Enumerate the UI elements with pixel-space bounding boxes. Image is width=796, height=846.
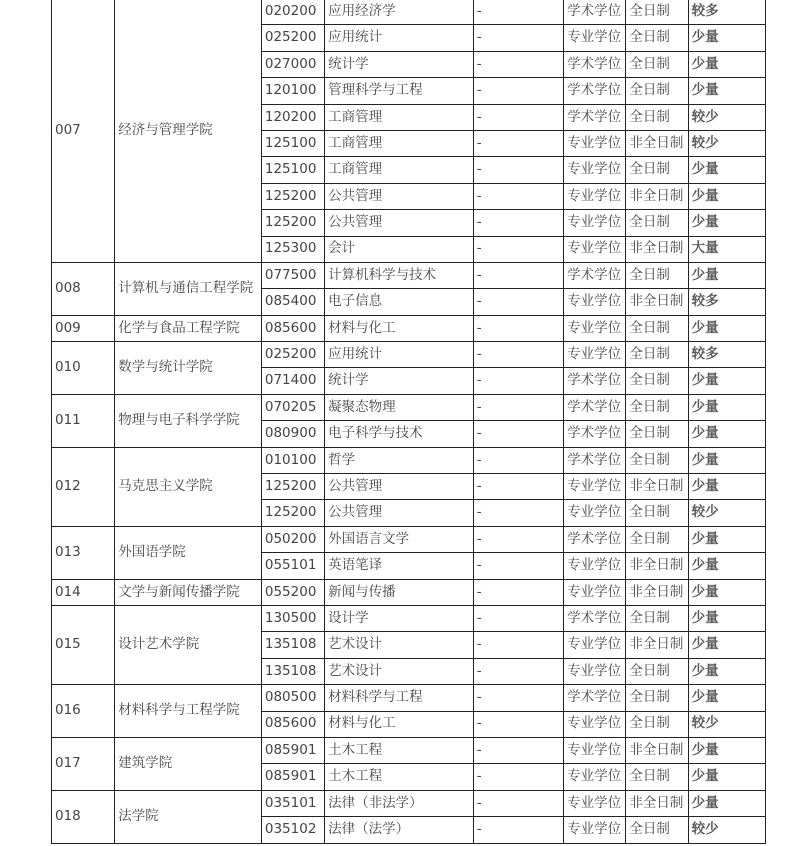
school-name-cell: 文学与新闻传播学院 bbox=[115, 579, 262, 605]
study-mode-cell: 全日制 bbox=[626, 394, 688, 420]
study-mode-cell: 全日制 bbox=[626, 25, 688, 51]
table-row bbox=[52, 0, 766, 25]
school-code-cell: 009 bbox=[52, 315, 115, 341]
major-name-cell: 公共管理 bbox=[325, 210, 474, 236]
direction-cell: - bbox=[473, 474, 563, 500]
direction-cell: - bbox=[473, 157, 563, 183]
enrollment-level-cell: 少量 bbox=[688, 474, 765, 500]
major-code-cell: 080900 bbox=[261, 421, 324, 447]
school-code-cell: 007 bbox=[52, 0, 115, 262]
major-code-cell: 125200 bbox=[261, 500, 324, 526]
major-code-cell: 025200 bbox=[261, 25, 324, 51]
table-row bbox=[52, 315, 766, 341]
enrollment-level-cell: 少量 bbox=[688, 658, 765, 684]
major-code-cell: 135108 bbox=[261, 632, 324, 658]
degree-type-cell: 学术学位 bbox=[564, 685, 626, 711]
direction-cell: - bbox=[473, 210, 563, 236]
study-mode-cell: 全日制 bbox=[626, 157, 688, 183]
major-name-cell: 哲学 bbox=[325, 447, 474, 473]
major-name-cell: 电子信息 bbox=[325, 289, 474, 315]
enrollment-level-cell: 少量 bbox=[688, 421, 765, 447]
major-code-cell: 035102 bbox=[261, 817, 324, 843]
admissions-table bbox=[51, 0, 766, 844]
direction-cell: - bbox=[473, 236, 563, 262]
study-mode-cell: 全日制 bbox=[626, 658, 688, 684]
study-mode-cell: 全日制 bbox=[626, 51, 688, 77]
study-mode-cell: 全日制 bbox=[626, 526, 688, 552]
enrollment-level-cell: 少量 bbox=[688, 25, 765, 51]
major-name-cell: 外国语言文学 bbox=[325, 526, 474, 552]
table-row bbox=[52, 579, 766, 605]
school-name-cell: 设计艺术学院 bbox=[115, 605, 262, 684]
table-row bbox=[52, 447, 766, 473]
degree-type-cell: 学术学位 bbox=[564, 421, 626, 447]
table-row bbox=[52, 790, 766, 816]
direction-cell: - bbox=[473, 289, 563, 315]
study-mode-cell: 全日制 bbox=[626, 500, 688, 526]
school-name-cell: 法学院 bbox=[115, 790, 262, 843]
school-code-cell: 008 bbox=[52, 262, 115, 315]
school-name-cell: 数学与统计学院 bbox=[115, 342, 262, 395]
degree-type-cell: 专业学位 bbox=[564, 130, 626, 156]
major-name-cell: 工商管理 bbox=[325, 130, 474, 156]
study-mode-cell: 全日制 bbox=[626, 342, 688, 368]
major-name-cell: 会计 bbox=[325, 236, 474, 262]
study-mode-cell: 全日制 bbox=[626, 817, 688, 843]
degree-type-cell: 专业学位 bbox=[564, 579, 626, 605]
enrollment-level-cell: 较多 bbox=[688, 342, 765, 368]
table-row bbox=[52, 342, 766, 368]
school-code-cell: 017 bbox=[52, 737, 115, 790]
degree-type-cell: 专业学位 bbox=[564, 711, 626, 737]
major-code-cell: 027000 bbox=[261, 51, 324, 77]
enrollment-level-cell: 较少 bbox=[688, 817, 765, 843]
degree-type-cell: 学术学位 bbox=[564, 526, 626, 552]
major-name-cell: 管理科学与工程 bbox=[325, 78, 474, 104]
direction-cell: - bbox=[473, 78, 563, 104]
enrollment-level-cell: 少量 bbox=[688, 210, 765, 236]
enrollment-level-cell: 少量 bbox=[688, 157, 765, 183]
enrollment-level-cell: 少量 bbox=[688, 526, 765, 552]
major-code-cell: 125200 bbox=[261, 183, 324, 209]
major-name-cell: 统计学 bbox=[325, 51, 474, 77]
direction-cell: - bbox=[473, 658, 563, 684]
major-name-cell: 材料与化工 bbox=[325, 315, 474, 341]
major-code-cell: 010100 bbox=[261, 447, 324, 473]
major-code-cell: 130500 bbox=[261, 605, 324, 631]
major-code-cell: 070205 bbox=[261, 394, 324, 420]
major-code-cell: 085901 bbox=[261, 764, 324, 790]
direction-cell: - bbox=[473, 342, 563, 368]
major-code-cell: 085901 bbox=[261, 737, 324, 763]
major-name-cell: 凝聚态物理 bbox=[325, 394, 474, 420]
degree-type-cell: 专业学位 bbox=[564, 183, 626, 209]
school-name-cell: 化学与食品工程学院 bbox=[115, 315, 262, 341]
degree-type-cell: 学术学位 bbox=[564, 104, 626, 130]
degree-type-cell: 学术学位 bbox=[564, 447, 626, 473]
enrollment-level-cell: 少量 bbox=[688, 51, 765, 77]
direction-cell: - bbox=[473, 104, 563, 130]
major-code-cell: 125100 bbox=[261, 157, 324, 183]
school-code-cell: 013 bbox=[52, 526, 115, 579]
enrollment-level-cell: 较多 bbox=[688, 289, 765, 315]
degree-type-cell: 专业学位 bbox=[564, 658, 626, 684]
degree-type-cell: 专业学位 bbox=[564, 632, 626, 658]
direction-cell: - bbox=[473, 394, 563, 420]
major-code-cell: 125200 bbox=[261, 474, 324, 500]
enrollment-level-cell: 少量 bbox=[688, 790, 765, 816]
degree-type-cell: 专业学位 bbox=[564, 500, 626, 526]
degree-type-cell: 学术学位 bbox=[564, 0, 626, 25]
study-mode-cell: 非全日制 bbox=[626, 553, 688, 579]
study-mode-cell: 非全日制 bbox=[626, 183, 688, 209]
study-mode-cell: 非全日制 bbox=[626, 236, 688, 262]
degree-type-cell: 专业学位 bbox=[564, 289, 626, 315]
degree-type-cell: 专业学位 bbox=[564, 25, 626, 51]
enrollment-level-cell: 少量 bbox=[688, 394, 765, 420]
admissions-table-container bbox=[51, 0, 766, 844]
enrollment-level-cell: 少量 bbox=[688, 447, 765, 473]
major-code-cell: 125300 bbox=[261, 236, 324, 262]
major-code-cell: 055101 bbox=[261, 553, 324, 579]
direction-cell: - bbox=[473, 421, 563, 447]
table-row bbox=[52, 394, 766, 420]
study-mode-cell: 全日制 bbox=[626, 447, 688, 473]
major-name-cell: 法律（法学） bbox=[325, 817, 474, 843]
enrollment-level-cell: 少量 bbox=[688, 368, 765, 394]
table-row bbox=[52, 262, 766, 288]
school-code-cell: 012 bbox=[52, 447, 115, 526]
major-name-cell: 公共管理 bbox=[325, 183, 474, 209]
degree-type-cell: 学术学位 bbox=[564, 262, 626, 288]
major-name-cell: 设计学 bbox=[325, 605, 474, 631]
direction-cell: - bbox=[473, 25, 563, 51]
direction-cell: - bbox=[473, 685, 563, 711]
major-code-cell: 020200 bbox=[261, 0, 324, 25]
study-mode-cell: 全日制 bbox=[626, 210, 688, 236]
major-code-cell: 085400 bbox=[261, 289, 324, 315]
major-name-cell: 新闻与传播 bbox=[325, 579, 474, 605]
major-name-cell: 法律（非法学） bbox=[325, 790, 474, 816]
table-row bbox=[52, 526, 766, 552]
direction-cell: - bbox=[473, 130, 563, 156]
study-mode-cell: 非全日制 bbox=[626, 579, 688, 605]
study-mode-cell: 非全日制 bbox=[626, 632, 688, 658]
enrollment-level-cell: 少量 bbox=[688, 262, 765, 288]
major-name-cell: 土木工程 bbox=[325, 764, 474, 790]
direction-cell: - bbox=[473, 262, 563, 288]
degree-type-cell: 专业学位 bbox=[564, 790, 626, 816]
direction-cell: - bbox=[473, 500, 563, 526]
school-code-cell: 010 bbox=[52, 342, 115, 395]
degree-type-cell: 专业学位 bbox=[564, 764, 626, 790]
major-name-cell: 应用统计 bbox=[325, 342, 474, 368]
major-name-cell: 工商管理 bbox=[325, 104, 474, 130]
study-mode-cell: 全日制 bbox=[626, 262, 688, 288]
school-code-cell: 018 bbox=[52, 790, 115, 843]
major-code-cell: 025200 bbox=[261, 342, 324, 368]
major-code-cell: 125200 bbox=[261, 210, 324, 236]
direction-cell: - bbox=[473, 790, 563, 816]
enrollment-level-cell: 较多 bbox=[688, 0, 765, 25]
major-name-cell: 计算机科学与技术 bbox=[325, 262, 474, 288]
school-code-cell: 014 bbox=[52, 579, 115, 605]
major-name-cell: 艺术设计 bbox=[325, 632, 474, 658]
school-name-cell: 外国语学院 bbox=[115, 526, 262, 579]
study-mode-cell: 全日制 bbox=[626, 421, 688, 447]
direction-cell: - bbox=[473, 315, 563, 341]
degree-type-cell: 专业学位 bbox=[564, 553, 626, 579]
enrollment-level-cell: 较少 bbox=[688, 711, 765, 737]
enrollment-level-cell: 少量 bbox=[688, 605, 765, 631]
direction-cell: - bbox=[473, 817, 563, 843]
major-name-cell: 材料科学与工程 bbox=[325, 685, 474, 711]
major-name-cell: 统计学 bbox=[325, 368, 474, 394]
table-row bbox=[52, 737, 766, 763]
study-mode-cell: 全日制 bbox=[626, 104, 688, 130]
degree-type-cell: 专业学位 bbox=[564, 157, 626, 183]
degree-type-cell: 专业学位 bbox=[564, 817, 626, 843]
degree-type-cell: 专业学位 bbox=[564, 210, 626, 236]
study-mode-cell: 全日制 bbox=[626, 605, 688, 631]
direction-cell: - bbox=[473, 711, 563, 737]
direction-cell: - bbox=[473, 579, 563, 605]
major-name-cell: 工商管理 bbox=[325, 157, 474, 183]
study-mode-cell: 非全日制 bbox=[626, 737, 688, 763]
enrollment-level-cell: 较少 bbox=[688, 130, 765, 156]
study-mode-cell: 非全日制 bbox=[626, 474, 688, 500]
degree-type-cell: 专业学位 bbox=[564, 236, 626, 262]
major-code-cell: 120100 bbox=[261, 78, 324, 104]
major-name-cell: 材料与化工 bbox=[325, 711, 474, 737]
enrollment-level-cell: 较少 bbox=[688, 500, 765, 526]
enrollment-level-cell: 较少 bbox=[688, 104, 765, 130]
enrollment-level-cell: 少量 bbox=[688, 315, 765, 341]
direction-cell: - bbox=[473, 764, 563, 790]
major-code-cell: 055200 bbox=[261, 579, 324, 605]
direction-cell: - bbox=[473, 447, 563, 473]
school-name-cell: 马克思主义学院 bbox=[115, 447, 262, 526]
school-code-cell: 015 bbox=[52, 605, 115, 684]
enrollment-level-cell: 少量 bbox=[688, 183, 765, 209]
study-mode-cell: 非全日制 bbox=[626, 130, 688, 156]
major-name-cell: 应用经济学 bbox=[325, 0, 474, 25]
degree-type-cell: 专业学位 bbox=[564, 737, 626, 763]
table-row bbox=[52, 685, 766, 711]
direction-cell: - bbox=[473, 51, 563, 77]
school-name-cell: 计算机与通信工程学院 bbox=[115, 262, 262, 315]
major-name-cell: 公共管理 bbox=[325, 500, 474, 526]
school-name-cell: 物理与电子科学学院 bbox=[115, 394, 262, 447]
major-name-cell: 公共管理 bbox=[325, 474, 474, 500]
major-code-cell: 071400 bbox=[261, 368, 324, 394]
major-name-cell: 土木工程 bbox=[325, 737, 474, 763]
school-code-cell: 016 bbox=[52, 685, 115, 738]
degree-type-cell: 专业学位 bbox=[564, 342, 626, 368]
major-code-cell: 080500 bbox=[261, 685, 324, 711]
direction-cell: - bbox=[473, 632, 563, 658]
direction-cell: - bbox=[473, 526, 563, 552]
major-name-cell: 应用统计 bbox=[325, 25, 474, 51]
direction-cell: - bbox=[473, 368, 563, 394]
school-name-cell: 经济与管理学院 bbox=[115, 0, 262, 262]
major-name-cell: 艺术设计 bbox=[325, 658, 474, 684]
degree-type-cell: 学术学位 bbox=[564, 394, 626, 420]
direction-cell: - bbox=[473, 183, 563, 209]
degree-type-cell: 学术学位 bbox=[564, 368, 626, 394]
enrollment-level-cell: 少量 bbox=[688, 579, 765, 605]
study-mode-cell: 全日制 bbox=[626, 368, 688, 394]
study-mode-cell: 非全日制 bbox=[626, 790, 688, 816]
degree-type-cell: 学术学位 bbox=[564, 78, 626, 104]
major-code-cell: 035101 bbox=[261, 790, 324, 816]
school-name-cell: 建筑学院 bbox=[115, 737, 262, 790]
direction-cell: - bbox=[473, 0, 563, 25]
major-code-cell: 135108 bbox=[261, 658, 324, 684]
major-code-cell: 085600 bbox=[261, 711, 324, 737]
major-code-cell: 050200 bbox=[261, 526, 324, 552]
degree-type-cell: 学术学位 bbox=[564, 51, 626, 77]
study-mode-cell: 全日制 bbox=[626, 685, 688, 711]
study-mode-cell: 全日制 bbox=[626, 764, 688, 790]
direction-cell: - bbox=[473, 553, 563, 579]
study-mode-cell: 全日制 bbox=[626, 78, 688, 104]
major-code-cell: 125100 bbox=[261, 130, 324, 156]
degree-type-cell: 专业学位 bbox=[564, 474, 626, 500]
degree-type-cell: 专业学位 bbox=[564, 315, 626, 341]
degree-type-cell: 学术学位 bbox=[564, 605, 626, 631]
enrollment-level-cell: 少量 bbox=[688, 764, 765, 790]
study-mode-cell: 全日制 bbox=[626, 315, 688, 341]
enrollment-level-cell: 少量 bbox=[688, 78, 765, 104]
enrollment-level-cell: 少量 bbox=[688, 632, 765, 658]
enrollment-level-cell: 大量 bbox=[688, 236, 765, 262]
direction-cell: - bbox=[473, 605, 563, 631]
study-mode-cell: 全日制 bbox=[626, 0, 688, 25]
major-name-cell: 电子科学与技术 bbox=[325, 421, 474, 447]
enrollment-level-cell: 少量 bbox=[688, 737, 765, 763]
table-row bbox=[52, 605, 766, 631]
school-code-cell: 011 bbox=[52, 394, 115, 447]
major-code-cell: 120200 bbox=[261, 104, 324, 130]
enrollment-level-cell: 少量 bbox=[688, 685, 765, 711]
major-code-cell: 077500 bbox=[261, 262, 324, 288]
study-mode-cell: 全日制 bbox=[626, 711, 688, 737]
major-name-cell: 英语笔译 bbox=[325, 553, 474, 579]
study-mode-cell: 非全日制 bbox=[626, 289, 688, 315]
direction-cell: - bbox=[473, 737, 563, 763]
table-body bbox=[52, 0, 766, 843]
major-code-cell: 085600 bbox=[261, 315, 324, 341]
school-name-cell: 材料科学与工程学院 bbox=[115, 685, 262, 738]
enrollment-level-cell: 少量 bbox=[688, 553, 765, 579]
